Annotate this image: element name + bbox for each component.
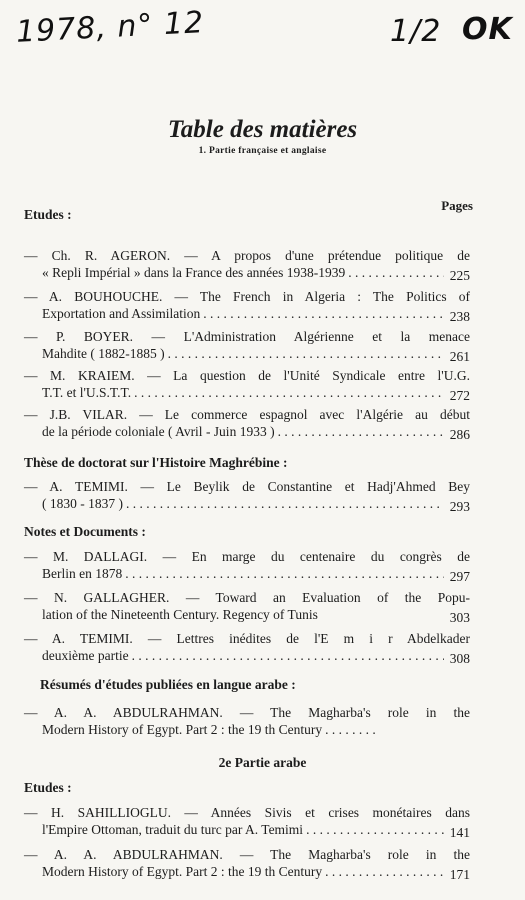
entry-page-number: 286 <box>449 427 470 442</box>
entry-title: « Repli Impérial » dans la France des années 1938-1939 <box>42 265 346 280</box>
entry-title: lation of the Nineteenth Century. Regency of Tunis <box>42 607 318 622</box>
entry-page-number: 297 <box>449 569 470 584</box>
entry-title-line <box>24 305 470 322</box>
section-heading-these: Thèse de doctorat sur l'Histoire Maghrébine : <box>24 455 288 470</box>
entry-page-number: 303 <box>449 610 470 625</box>
entry-author-line: — H. SAHILLIOGLU. — Années Sivis et crises monétaires dans <box>24 805 470 820</box>
entry-author-line: — N. GALLAGHER. — Toward an Evaluation of the Popu- <box>24 590 470 605</box>
entry-page-number: 238 <box>449 309 470 324</box>
toc-entry <box>24 589 470 623</box>
entry-author-line: — A. BOUHOUCHE. — The French in Algeria : The Politics of <box>24 289 470 304</box>
section-heading-partie-arabe: 2e Partie arabe <box>218 755 307 770</box>
entry-title-line <box>24 565 470 582</box>
toc-entry <box>24 406 470 440</box>
entry-title: T.T. et l'U.S.T.T. <box>42 385 132 400</box>
entry-title: de la période coloniale ( Avril - Juin 1933 ) <box>42 424 275 439</box>
entry-page-number: 261 <box>449 349 470 364</box>
entry-title: Exportation and Assimilation <box>42 306 201 321</box>
dot-leader <box>345 264 444 281</box>
page-subtitle: 1. Partie française et anglaise <box>198 146 327 156</box>
handwritten-annotation-right: OK <box>462 12 513 47</box>
entry-page-number: 225 <box>449 268 470 283</box>
entry-title: l'Empire Ottoman, traduit du turc par A. Temimi <box>42 822 304 837</box>
section-heading-resumes: Résumés d'études publiées en langue arabe : <box>40 677 296 692</box>
entry-title-line <box>24 423 470 440</box>
entry-page-number: 141 <box>449 825 470 840</box>
toc-entry <box>24 288 470 322</box>
toc-entry <box>24 704 470 738</box>
dot-leader <box>303 821 444 838</box>
entry-author-line: — A. TEMIMI. — Le Beylik de Constantine et Hadj'Ahmed Bey <box>24 479 470 494</box>
dot-leader <box>200 305 444 322</box>
entry-page-number: 293 <box>449 499 470 514</box>
handwritten-annotation-left: 1978, n° 12 <box>15 5 205 50</box>
entry-title: Modern History of Egypt. Part 2 : the 19 th Century <box>42 864 323 879</box>
toc-entry <box>24 804 470 838</box>
toc-entry <box>24 328 470 362</box>
toc-entry <box>24 630 470 664</box>
toc-entry <box>24 478 470 512</box>
dot-leader <box>322 863 444 880</box>
entry-author-line: — A. A. ABDULRAHMAN. — The Magharba's role in the <box>24 847 470 862</box>
entry-author-line: — P. BOYER. — L'Administration Algérienne et la menace <box>24 329 470 344</box>
toc-entry <box>24 367 470 401</box>
page-title: Table des matières <box>167 116 358 143</box>
dot-leader <box>165 345 444 362</box>
entry-author-line: — A. TEMIMI. — Lettres inédites de l'E m i r Abdelkader <box>24 631 470 646</box>
section-heading-notes: Notes et Documents : <box>24 524 146 539</box>
handwritten-annotation-mid: 1/2 <box>390 14 442 49</box>
entry-title-line <box>24 495 470 512</box>
entry-title-line <box>24 606 470 623</box>
dot-leader <box>322 721 376 738</box>
entry-page-number: 272 <box>449 388 470 403</box>
entry-author-line: — Ch. R. AGERON. — A propos d'une prétendue politique de <box>24 248 470 263</box>
entry-author-line: — J.B. VILAR. — Le commerce espagnol avec l'Algérie au début <box>24 407 470 422</box>
dot-leader <box>131 384 444 401</box>
entry-title-line <box>24 384 470 401</box>
entry-title-line <box>24 647 470 664</box>
section-heading-etudes-arabe: Etudes : <box>24 780 72 795</box>
entry-title: Berlin en 1878 <box>42 566 123 581</box>
entry-author-line: — A. A. ABDULRAHMAN. — The Magharba's role in the <box>24 705 470 720</box>
toc-entry <box>24 846 470 880</box>
entry-title-line <box>24 345 470 362</box>
entry-title-line <box>24 721 470 738</box>
entry-page-number: 308 <box>449 651 470 666</box>
entry-title-line <box>24 264 470 281</box>
entry-page-number: 171 <box>449 867 470 882</box>
entry-title: deuxième partie <box>42 648 129 663</box>
dot-leader <box>275 423 444 440</box>
entry-title-line <box>24 821 470 838</box>
entry-title: Mahdite ( 1882-1885 ) <box>42 346 165 361</box>
entry-author-line: — M. DALLAGI. — En marge du centenaire du congrès de <box>24 549 470 564</box>
toc-entry <box>24 548 470 582</box>
pages-column-label: Pages <box>441 198 473 213</box>
toc-entry <box>24 247 470 281</box>
entry-author-line: — M. KRAIEM. — La question de l'Unité Syndicale entre l'U.G. <box>24 368 470 383</box>
dot-leader <box>122 565 444 582</box>
entry-title: ( 1830 - 1837 ) <box>42 496 123 511</box>
section-heading-etudes: Etudes : <box>24 207 72 222</box>
dot-leader <box>123 495 444 512</box>
entry-title: Modern History of Egypt. Part 2 : the 19 th Century <box>42 722 323 737</box>
entry-title-line <box>24 863 470 880</box>
dot-leader <box>129 647 444 664</box>
